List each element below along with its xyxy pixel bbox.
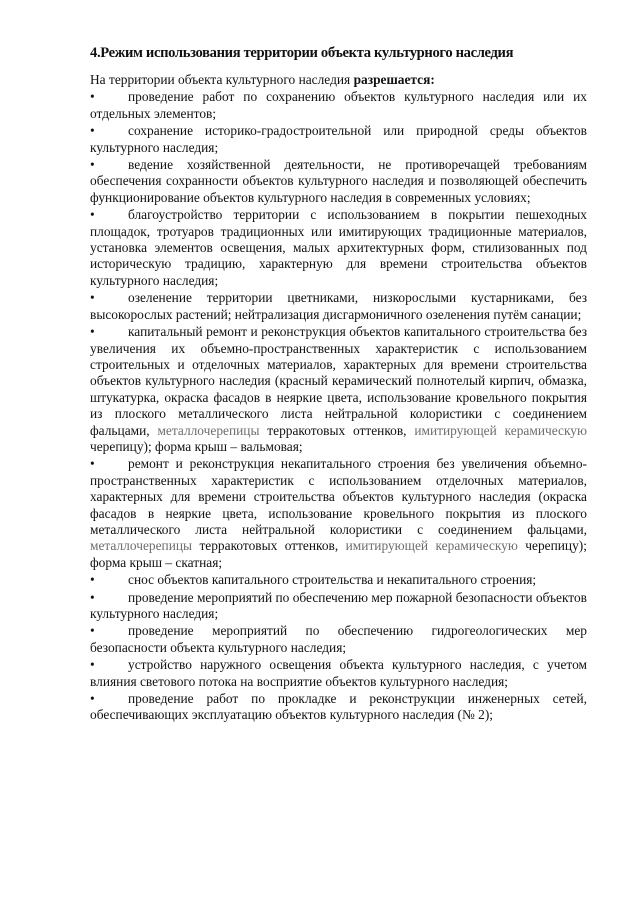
item-text: капитальный ремонт и реконструкция объектов капитального строительства без увеличения их объемно-пространственных характеристик с использованием строительных и отделочных материалов, характерных для времени строительства объектов культурного наследия (красный керамический полнотелый кирпич, обмазка, штукатурка, окраска фасадов в неяркие цвета, использование кровельного покрытия из плоского металлического листа нейтральной колористики с соединением фальцами,: [90, 324, 587, 438]
list-item: [90, 157, 587, 206]
item-text: благоустройство территории с использованием в покрытии пешеходных площадок, тротуаров традиционных или имитирующих традиционные материалов, установка элементов освещения, малых архитектурных форм, стилизованных под историческую традицию, характерную для времени строительства объектов культурного наследия;: [90, 207, 587, 288]
item-text: терракотовых оттенков,: [192, 538, 346, 554]
item-text-grey: имитирующей керамическую: [345, 538, 518, 554]
list-item: [90, 572, 587, 588]
intro-paragraph: [90, 72, 587, 88]
item-text: сохранение историко-градостроительной или природной среды объектов культурного наследия;: [90, 123, 587, 155]
item-text: проведение мероприятий по обеспечению гидрогеологических мер безопасности объекта культурного наследия;: [90, 623, 587, 655]
bullet-icon: •: [90, 623, 95, 639]
bullet-icon: •: [90, 290, 95, 306]
list-item: [90, 590, 587, 623]
bullet-icon: •: [90, 157, 95, 173]
item-text: проведение мероприятий по обеспечению мер пожарной безопасности объектов культурного наследия;: [90, 589, 587, 621]
list-item: [90, 657, 587, 690]
item-text: ведение хозяйственной деятельности, не противоречащей требованиям обеспечения сохранности объектов культурного наследия и позволяющей обеспечить функционирование объектов культурного наследия в современных условиях;: [90, 157, 587, 205]
item-text: черепицу); форма крыш – вальмовая;: [90, 438, 303, 454]
list-item: [90, 623, 587, 656]
bullet-icon: •: [90, 456, 95, 472]
item-text: устройство наружного освещения объекта культурного наследия, с учетом влияния светового потока на восприятие объектов культурного наследия;: [90, 657, 587, 689]
item-text: озеленение территории цветниками, низкорослыми кустарниками, без высокорослых растений; нейтрализация дисгармоничного озеленения путём санации;: [90, 290, 587, 322]
item-text: черепицу); форма крыш – скатная;: [90, 538, 587, 570]
bullet-icon: •: [90, 89, 95, 105]
bullet-icon: •: [90, 324, 95, 340]
intro-text: На территории объекта культурного наследия: [90, 72, 354, 87]
item-text: снос объектов капитального строительства и некапитального строения;: [128, 572, 537, 588]
document-page: [90, 44, 587, 725]
list-item: [90, 324, 587, 455]
list-item: [90, 290, 587, 323]
bullet-icon: •: [90, 123, 95, 139]
section-title: 4.Режим использования территории объекта культурного наследия: [90, 45, 514, 61]
bullet-icon: •: [90, 572, 95, 588]
list-item: [90, 123, 587, 156]
list-item: [90, 456, 587, 571]
item-text-grey: имитирующей керамическую: [414, 422, 587, 438]
item-text: ремонт и реконструкция некапитального строения без увеличения объемно-пространственных характеристик с использованием отделочных материалов, характерных для времени строительства объектов культурного наследия (окраска фасадов в неяркие цвета, использование кровельного покрытия из плоского металлического листа нейтральной колористики с соединением фальцами,: [90, 456, 587, 537]
item-text: терракотовых оттенков,: [259, 422, 415, 438]
list-item: [90, 207, 587, 289]
list-item: [90, 691, 587, 724]
list-item: [90, 89, 587, 122]
item-text: проведение работ по сохранению объектов культурного наследия или их отдельных элементов;: [90, 89, 587, 121]
bullet-icon: •: [90, 691, 95, 707]
item-text-grey: металлочерепицы: [157, 422, 260, 438]
bullet-icon: •: [90, 657, 95, 673]
item-text-grey: металлочерепицы: [90, 538, 193, 554]
item-text: проведение работ по прокладке и реконструкции инженерных сетей, обеспечивающих эксплуатацию объектов культурного наследия (№ 2);: [90, 691, 587, 723]
bullet-icon: •: [90, 207, 95, 223]
intro-bold: разрешается:: [353, 72, 435, 87]
bullet-icon: •: [90, 589, 95, 605]
